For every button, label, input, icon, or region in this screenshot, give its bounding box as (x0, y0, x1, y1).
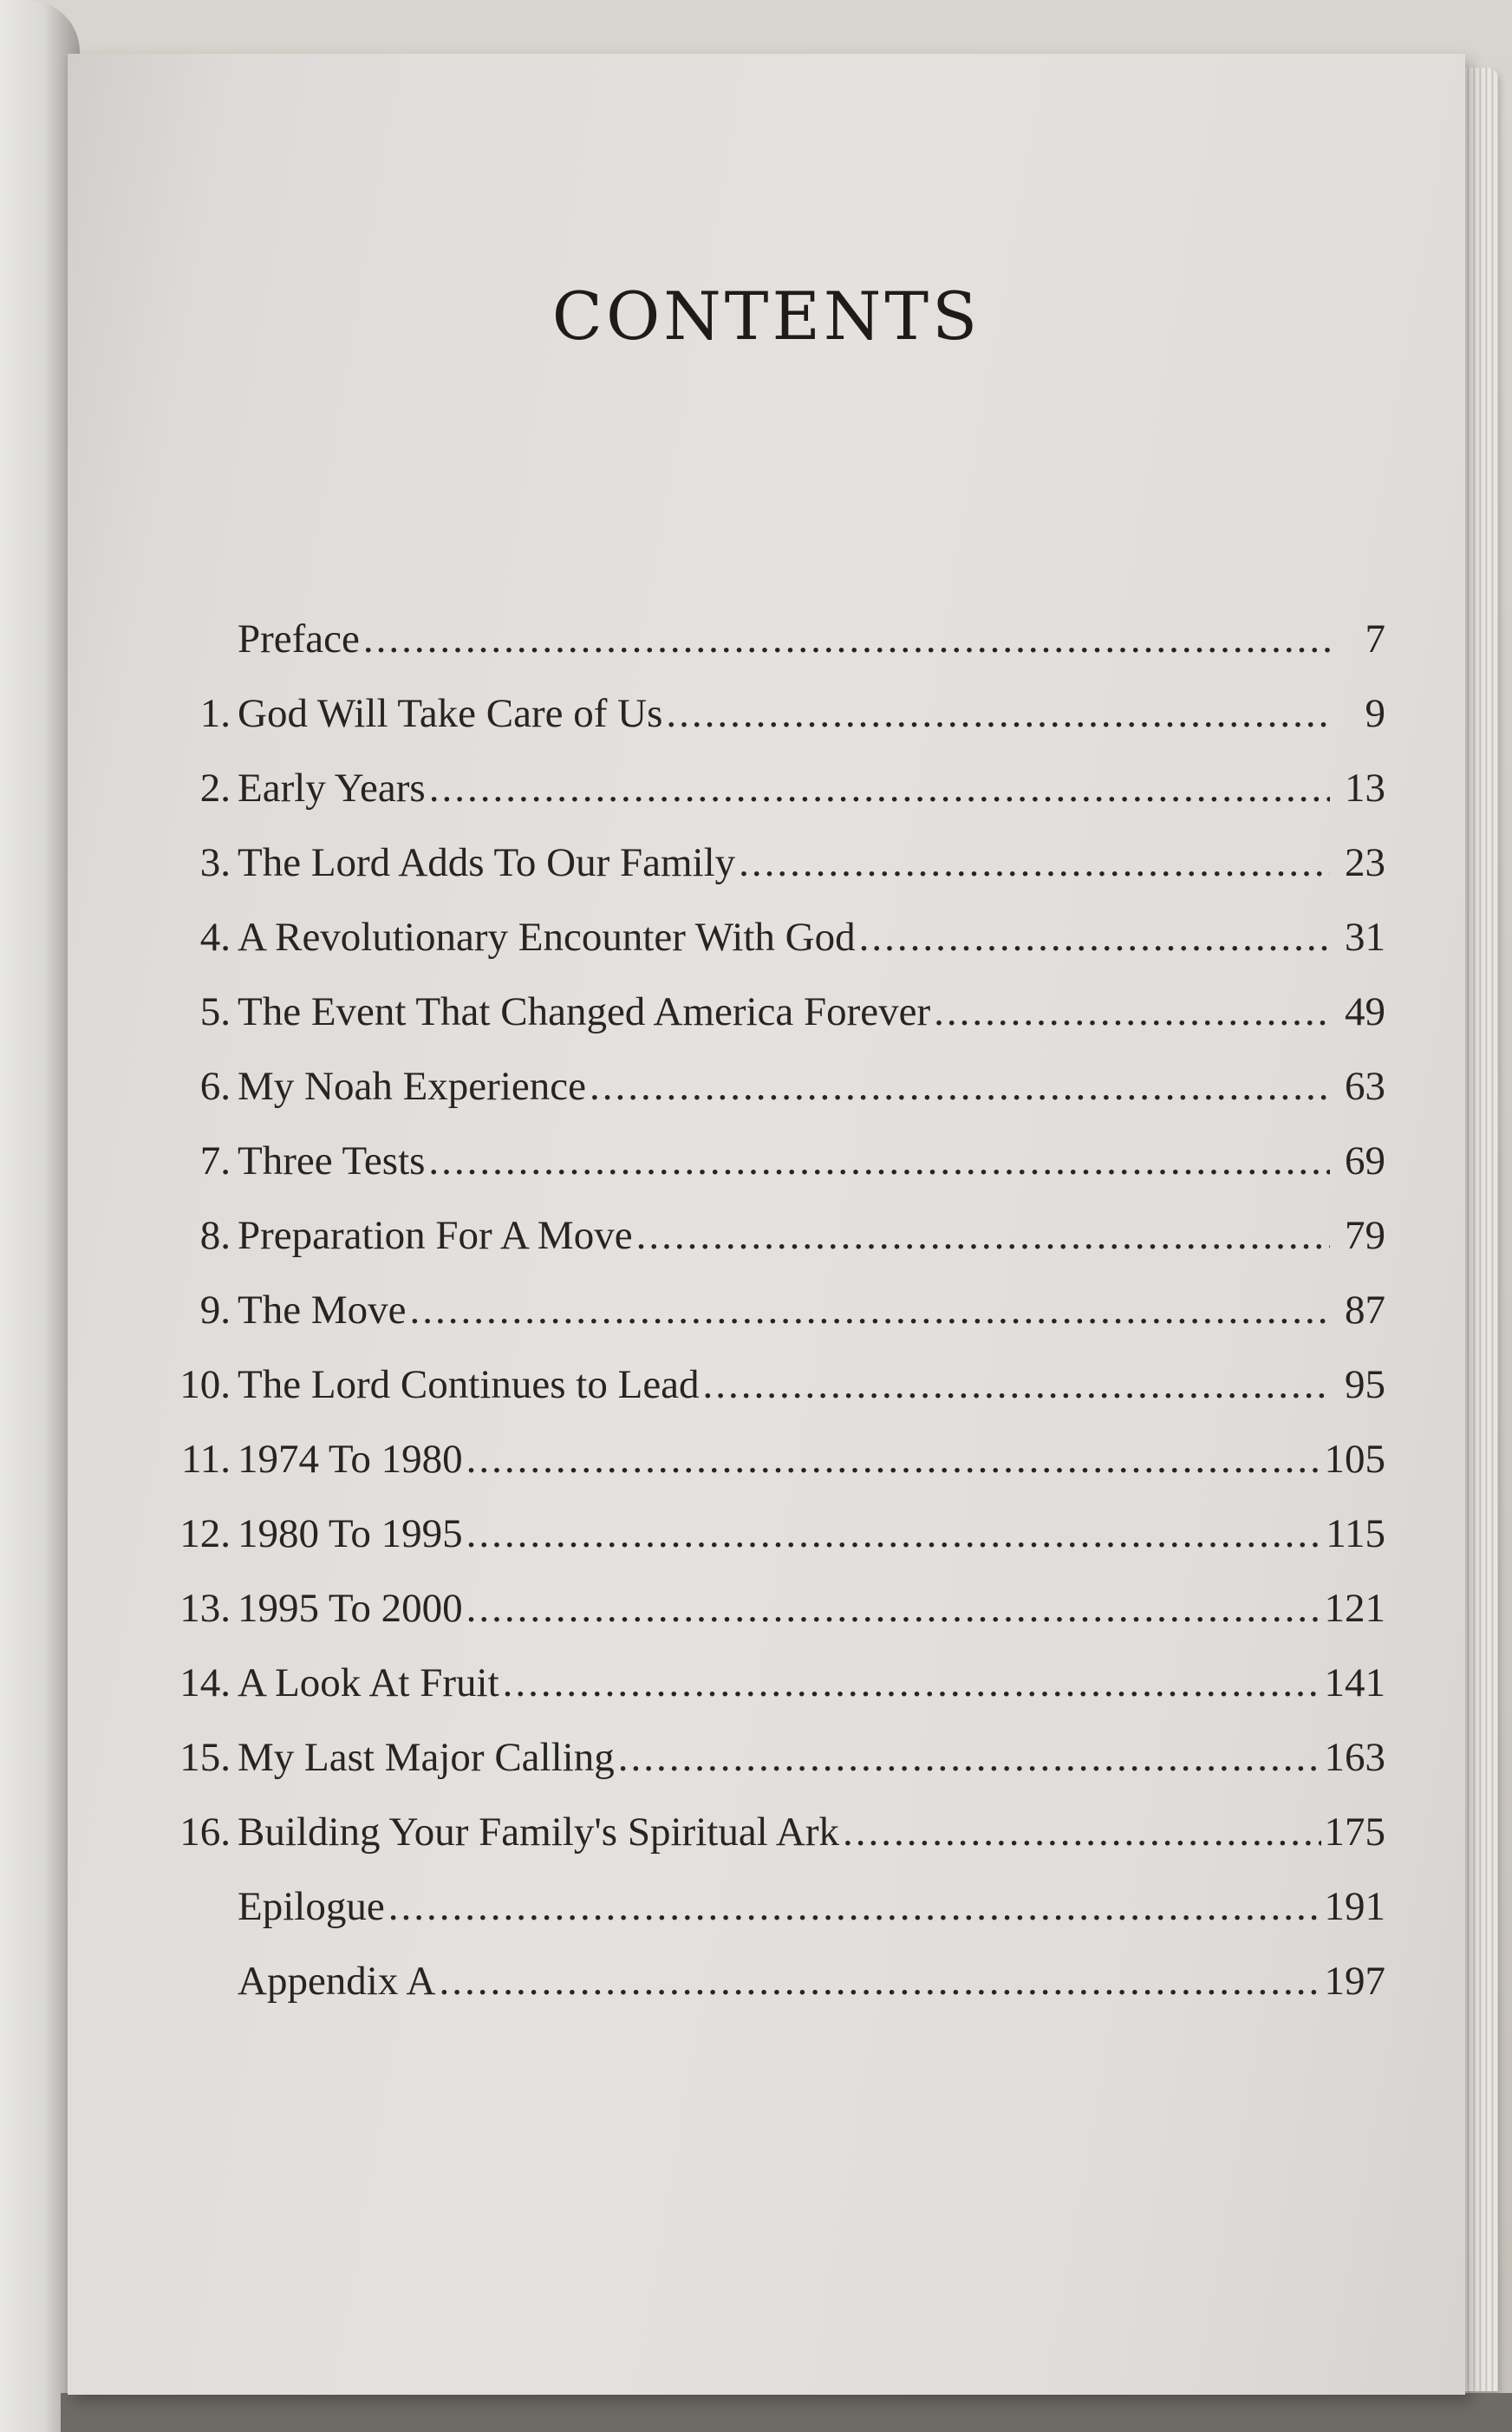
toc-leader-dots (409, 1287, 1330, 1333)
toc-entry (163, 1510, 1385, 1585)
toc-entry-page-number: 9 (1365, 691, 1385, 736)
toc-leader-dots (429, 765, 1330, 812)
toc-entry-title: The Lord Adds To Our Family (238, 840, 736, 885)
toc-entry-number: 3. (199, 840, 231, 885)
toc-entry-number: 4. (199, 915, 231, 960)
toc-entry-number: 9. (199, 1288, 231, 1333)
toc-leader-dots (388, 1883, 1321, 1930)
toc-entry-page-number: 141 (1324, 1660, 1385, 1705)
toc-entry-title: Early Years (238, 766, 426, 811)
toc-entry-title: Preface (238, 616, 360, 662)
page-title: CONTENTS (551, 277, 981, 355)
toc-leader-dots (590, 1063, 1330, 1110)
toc-entry-title: 1980 To 1995 (238, 1511, 463, 1556)
toc-entry-title: 1974 To 1980 (238, 1437, 463, 1482)
toc-entry-page-number: 87 (1345, 1288, 1385, 1333)
toc-entry-page-number: 7 (1365, 616, 1385, 662)
toc-leader-dots (618, 1734, 1321, 1781)
toc-entry-number: 1. (199, 691, 231, 736)
toc-entry-number: 12. (179, 1511, 231, 1556)
toc-entry (163, 616, 1385, 690)
bottom-shadow (61, 2393, 1512, 2432)
toc-leader-dots (466, 1436, 1321, 1483)
toc-entry-title: My Last Major Calling (238, 1735, 615, 1780)
toc-entry (163, 1063, 1385, 1138)
toc-leader-dots (859, 914, 1330, 961)
toc-entry-page-number: 163 (1324, 1735, 1385, 1780)
toc-entry-number: 16. (179, 1809, 231, 1855)
toc-entry (163, 1883, 1385, 1958)
toc-entry-page-number: 105 (1324, 1437, 1385, 1482)
toc-entry-page-number: 79 (1345, 1213, 1385, 1258)
book-page (68, 54, 1465, 2395)
toc-entry (163, 1361, 1385, 1436)
toc-entry-page-number: 175 (1324, 1809, 1385, 1855)
toc-leader-dots (934, 988, 1330, 1035)
toc-entry-page-number: 95 (1345, 1362, 1385, 1407)
toc-entry (163, 839, 1385, 914)
toc-entry-number: 5. (199, 989, 231, 1034)
toc-entry-page-number: 31 (1345, 915, 1385, 960)
toc-entry-page-number: 49 (1345, 989, 1385, 1034)
toc-entry-page-number: 121 (1324, 1586, 1385, 1631)
toc-entry-number: 11. (180, 1437, 231, 1482)
page-stack-edges (1463, 68, 1498, 2391)
toc-entry-number: 14. (179, 1660, 231, 1705)
toc-entry (163, 765, 1385, 839)
toc-entry-number: 15. (179, 1735, 231, 1780)
toc-leader-dots (363, 616, 1330, 662)
toc-leader-dots (466, 1510, 1323, 1557)
toc-entry-title: My Noah Experience (238, 1064, 586, 1109)
toc-entry-title: Building Your Family's Spiritual Ark (238, 1809, 839, 1855)
toc-entry-title: A Revolutionary Encounter With God (238, 915, 856, 960)
toc-entry-number: 8. (199, 1213, 231, 1258)
toc-entry-title: Epilogue (238, 1884, 385, 1929)
toc-entry-number: 10. (179, 1362, 231, 1407)
toc-entry-number: 2. (199, 766, 231, 811)
toc-entry-number: 7. (199, 1138, 231, 1183)
toc-entry-title: The Event That Changed America Forever (238, 989, 931, 1034)
toc-entry (163, 1809, 1385, 1883)
toc-entry-title: The Move (238, 1288, 407, 1333)
toc-leader-dots (439, 1958, 1320, 2005)
toc-entry (163, 1958, 1385, 2032)
toc-leader-dots (428, 1138, 1330, 1184)
toc-entry-title: 1995 To 2000 (238, 1586, 463, 1631)
toc-entry-title: A Look At Fruit (238, 1660, 499, 1705)
toc-leader-dots (466, 1585, 1321, 1632)
toc-leader-dots (739, 839, 1330, 886)
toc-entry-number: 13. (179, 1586, 231, 1631)
table-of-contents (163, 616, 1385, 2032)
toc-entry-title: God Will Take Care of Us (238, 691, 663, 736)
toc-leader-dots (503, 1659, 1321, 1706)
toc-entry (163, 1659, 1385, 1734)
toc-leader-dots (703, 1361, 1330, 1408)
toc-entry (163, 1212, 1385, 1287)
toc-entry-title: Three Tests (238, 1138, 426, 1183)
toc-entry-number: 6. (199, 1064, 231, 1109)
toc-entry-page-number: 23 (1345, 840, 1385, 885)
toc-entry-page-number: 69 (1345, 1138, 1385, 1183)
toc-leader-dots (843, 1809, 1321, 1855)
toc-entry-title: Appendix A (238, 1959, 436, 2004)
toc-entry-page-number: 115 (1326, 1511, 1385, 1556)
toc-entry-title: Preparation For A Move (238, 1213, 633, 1258)
toc-entry (163, 1436, 1385, 1510)
toc-entry (163, 914, 1385, 988)
toc-entry-page-number: 13 (1345, 766, 1385, 811)
toc-entry (163, 1734, 1385, 1809)
toc-entry (163, 1585, 1385, 1659)
toc-leader-dots (636, 1212, 1330, 1259)
toc-entry (163, 690, 1385, 765)
toc-entry-page-number: 63 (1345, 1064, 1385, 1109)
toc-leader-dots (666, 690, 1330, 737)
toc-entry (163, 988, 1385, 1063)
toc-entry-page-number: 197 (1324, 1959, 1385, 2004)
toc-entry (163, 1138, 1385, 1212)
toc-entry (163, 1287, 1385, 1361)
toc-entry-title: The Lord Continues to Lead (238, 1362, 700, 1407)
toc-entry-page-number: 191 (1324, 1884, 1385, 1929)
